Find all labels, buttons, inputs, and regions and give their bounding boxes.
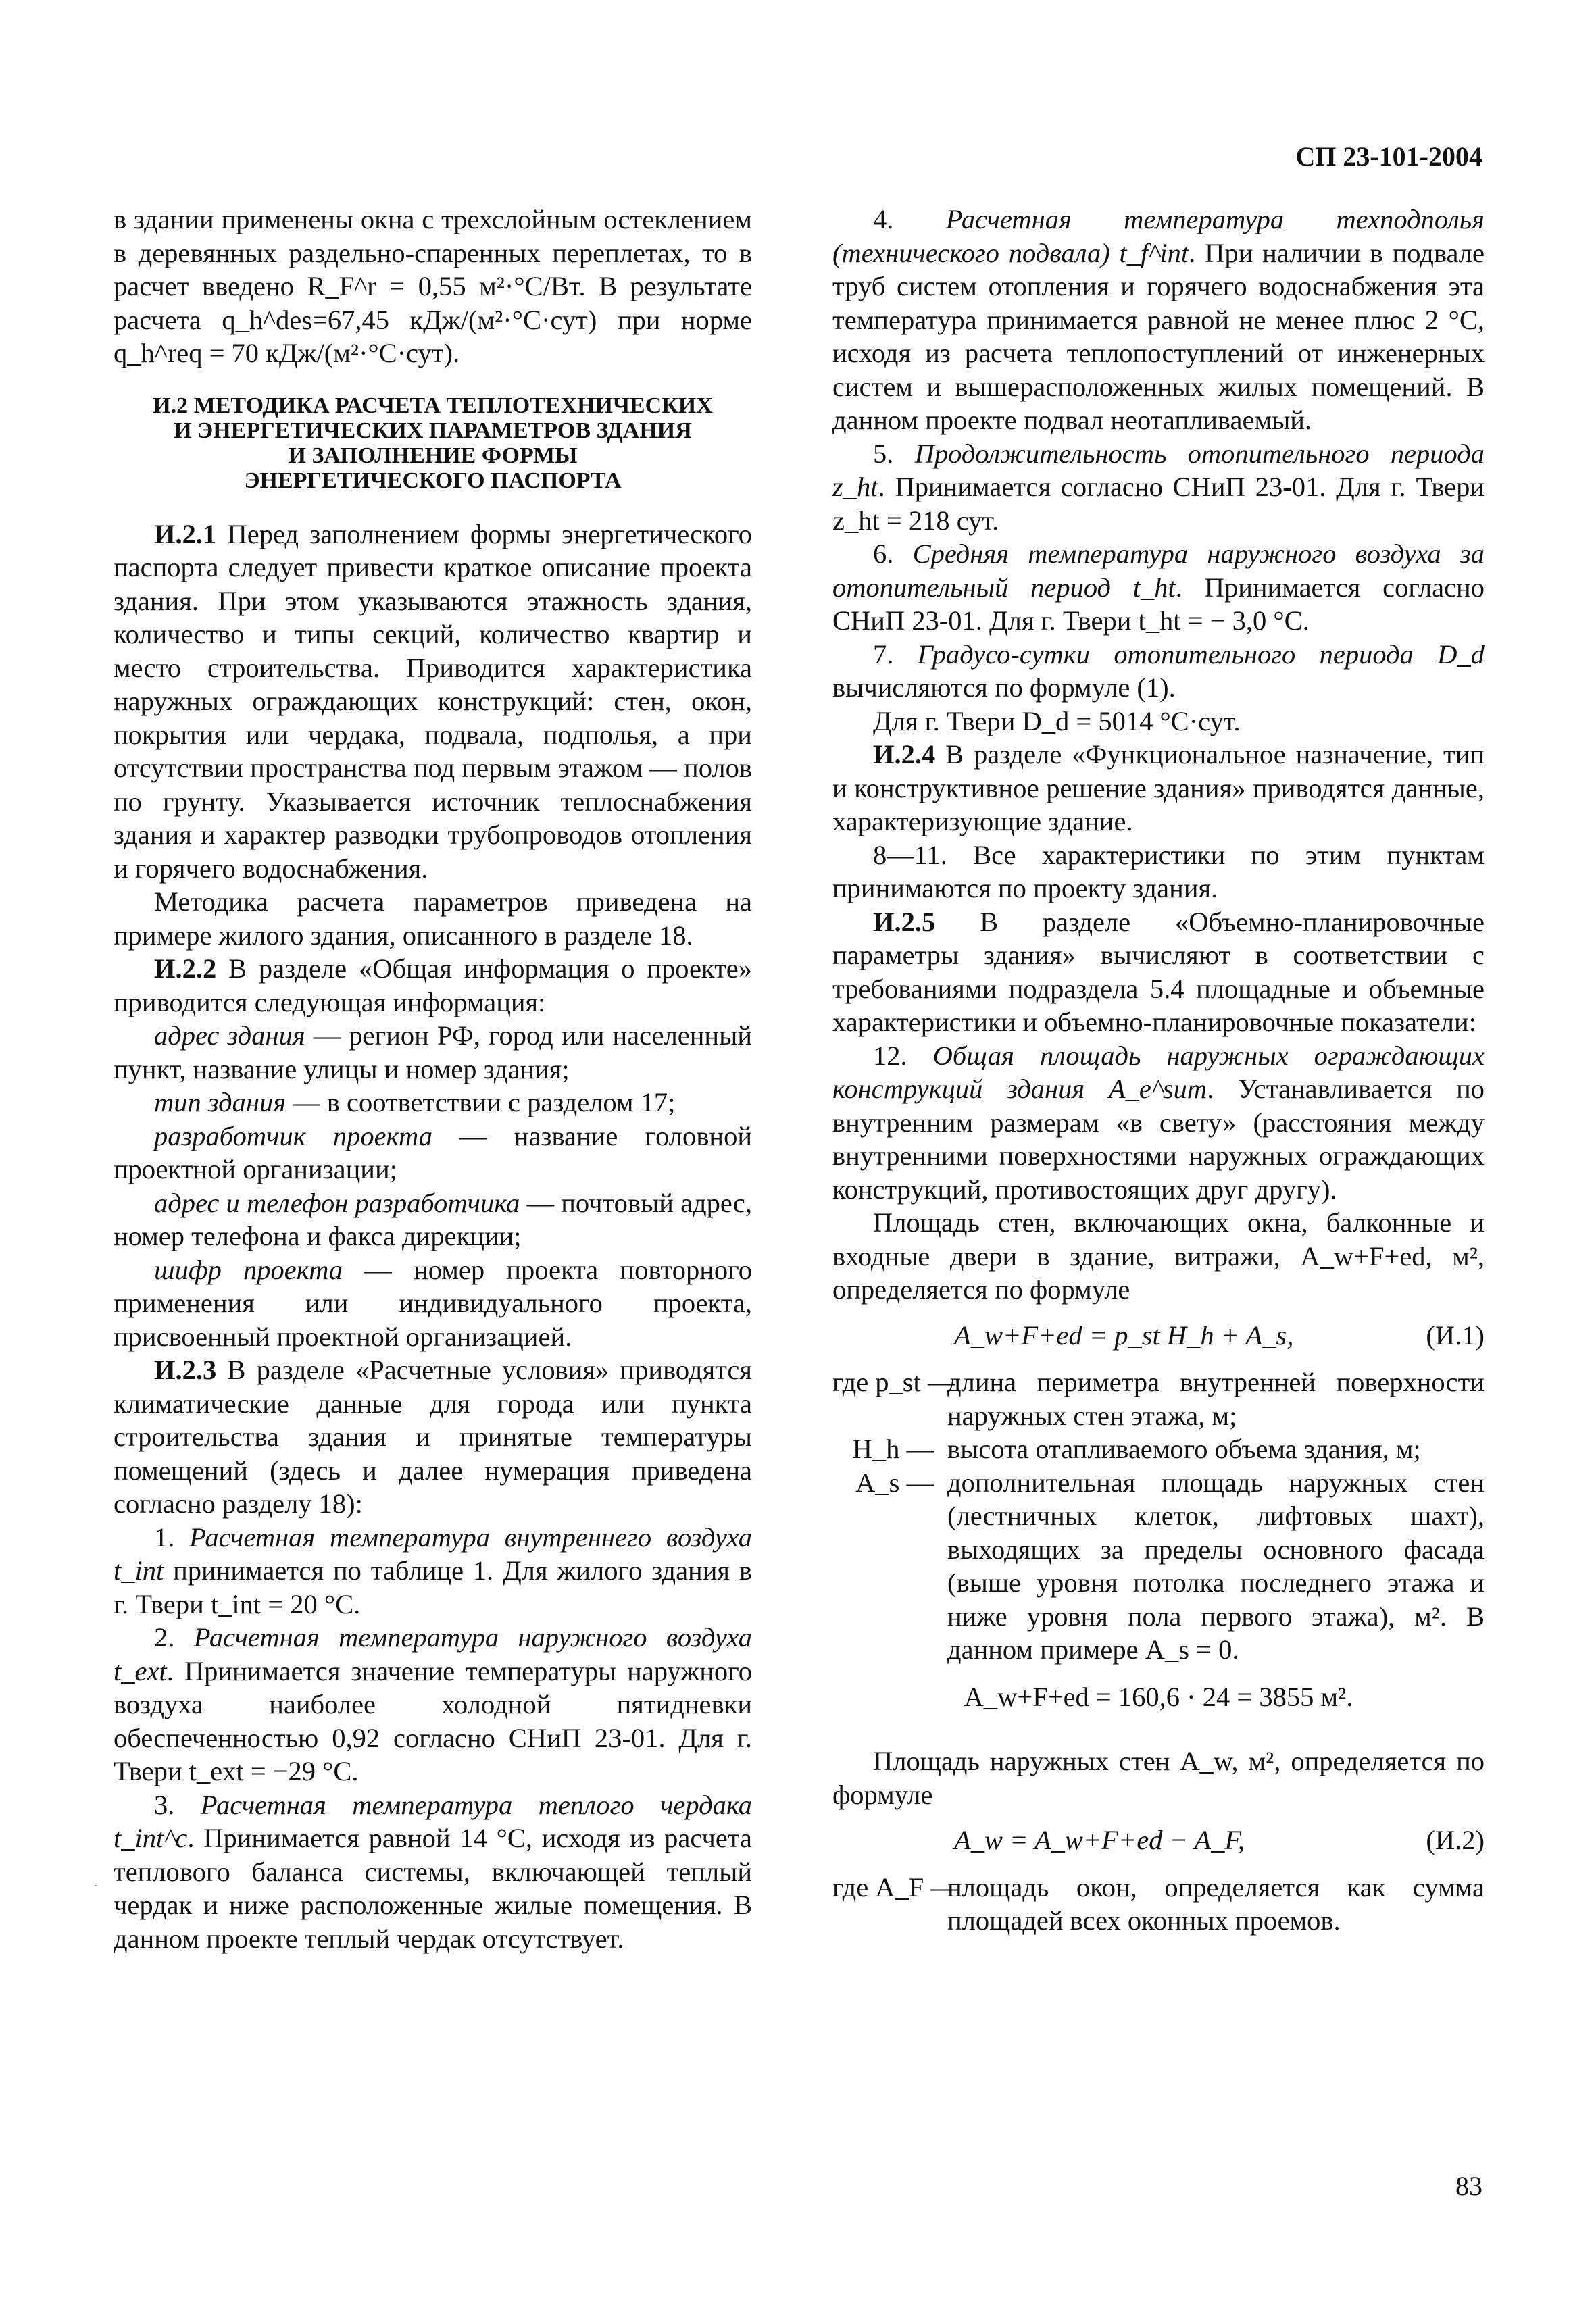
item-3: 3. Расчетная температура теплого чердака t_int^c. Принимается равной 14 °С, исходя из расчета теплового баланса системы, включающей теплый чердак и ниже расположенные жилые помещения. В данном проекте теплый чердак отсутствует.	[114, 1789, 753, 1954]
formula-i2	[832, 1823, 1485, 1857]
where-description: длина периметра внутренней поверхности наружных стен этажа, м;	[947, 1367, 1485, 1431]
item-type: тип здания — в соответствии с разделом 17;	[154, 1087, 676, 1117]
item-7-value: Для г. Твери D_d = 5014 °С·сут.	[873, 705, 1241, 736]
where-description: высота отапливаемого объема здания, м;	[947, 1434, 1421, 1464]
item-1: 1. Расчетная температура внутреннего воздуха t_int принимается по таблице 1. Для жилого здания в г. Твери t_int = 20 °С.	[114, 1521, 753, 1619]
item-address: адрес здания — регион РФ, город или населенный пункт, название улицы и номер здания;	[114, 1020, 752, 1084]
where-symbol: где p_st —	[832, 1367, 955, 1397]
item-project-code: шифр проекта — номер проекта повторного применения или индивидуального проекта, присвоенный проектной организацией.	[114, 1254, 752, 1352]
where-list-2	[832, 1871, 1485, 1938]
paragraph-8-11: 8—11. Все характеристики по этим пунктам принимаются по проекту здания.	[832, 839, 1485, 903]
item-2: 2. Расчетная температура наружного воздуха t_ext. Принимается значение температуры наружного воздуха наиболее холодной пятидневки обеспеченностью 0,92 согласно СНиП 23-01. Для г. Твери t_ext = −29 °С.	[114, 1622, 752, 1786]
page-number: 83	[1455, 2171, 1482, 2201]
intro-paragraph: в здании применены окна с трехслойным остеклением в деревянных раздельно-спаренных переплетах, то в расчет введено R_F^r = 0,55 м²·°С/Вт. В результате расчета q_h^des=67,45 кДж/(м²·°С·сут) при норме q_h^req = 70 кДж/(м²·°С·сут).	[114, 204, 752, 368]
item-12: 12. Общая площадь наружных ограждающих конструкций здания A_e^sum. Устанавливается по внутренним размерам «в свету» (расстояния между внутренними поверхностями наружных ограждающих конструкций, противостоящих друг другу).	[832, 1040, 1485, 1205]
formula-i1	[832, 1319, 1485, 1353]
item-developer: разработчик проекта — название головной проектной организации;	[114, 1120, 752, 1184]
paragraph-walls: Площадь стен, включающих окна, балконные и входные двери в здание, витражи, A_w+F+ed, м², определяется по формуле	[832, 1207, 1485, 1305]
where-description: площадь окон, определяется как сумма площадей всех оконных проемов.	[947, 1871, 1485, 1936]
calculation-result: A_w+F+ed = 160,6 · 24 = 3855 м².	[964, 1681, 1353, 1712]
left-column	[114, 203, 752, 1955]
paragraph-i24: И.2.4 В разделе «Функциональное назначение, тип и конструктивное решение здания» приводятся данные, характеризующие здание.	[832, 739, 1485, 836]
formula-i1-number: (И.1)	[1426, 1319, 1485, 1351]
item-4: 4. Расчетная температура техподполья (технического подвала) t_f^int. При наличии в подвале труб систем отопления и горячего водоснабжения эта температура принимается равной не менее плюс 2 °С, исходя из расчета теплопоступлений от инженерных систем и вышерасположенных жилых помещений. В данном проекте подвал неотапливаемый.	[832, 204, 1485, 435]
where-description: дополнительная площадь наружных стен (лестничных клеток, лифтовых шахт), выходящих за пределы основного фасада (выше уровня потолка последнего этажа и ниже уровня пола первого этажа), м². В данном примере A_s = 0.	[947, 1467, 1485, 1665]
right-column	[832, 203, 1485, 1938]
scan-mark	[95, 1885, 97, 1886]
document-code: СП 23-101-2004	[1295, 141, 1482, 172]
formula-i2-number: (И.2)	[1426, 1825, 1485, 1855]
formula-i1-expression: A_w+F+ed = p_st H_h + A_s,	[954, 1319, 1294, 1351]
section-title: И.2 МЕТОДИКА РАСЧЕТА ТЕПЛОТЕХНИЧЕСКИХ И ЭНЕРГЕТИЧЕСКИХ ПАРАМЕТРОВ ЗДАНИЯ И ЗАПОЛНЕНИЕ ФОРМЫ ЭНЕРГЕТИЧЕСКОГО ПАСПОРТА	[153, 393, 713, 493]
where-symbol: где A_F —	[832, 1871, 958, 1903]
paragraph-i22: И.2.2 В разделе «Общая информация о проекте» приводится следующая информация:	[114, 953, 752, 1017]
where-symbol: H_h —	[852, 1434, 934, 1464]
paragraph-outer-walls: Площадь наружных стен A_w, м², определяется по формуле	[832, 1746, 1485, 1810]
item-7: 7. Градусо-сутки отопительного периода D_d вычисляются по формуле (1).	[832, 638, 1485, 703]
where-list-1	[832, 1365, 1485, 1667]
where-symbol: A_s —	[855, 1467, 934, 1498]
item-6: 6. Средняя температура наружного воздуха за отопительный период t_ht. Принимается согласно СНиП 23-01. Для г. Твери t_ht = − 3,0 °С.	[832, 538, 1485, 636]
paragraph-i25: И.2.5 В разделе «Объемно-планировочные параметры здания» вычисляют в соответствии с требованиями подраздела 5.4 площадные и объемные характеристики и объемно-планировочные показатели:	[832, 906, 1485, 1037]
paragraph-i23: И.2.3 В разделе «Расчетные условия» приводятся климатические данные для города или пункта строительства здания и принятые температуры помещений (здесь и далее нумерация приведена согласно разделу 18):	[114, 1355, 752, 1519]
paragraph-method: Методика расчета параметров приведена на примере жилого здания, описанного в разделе 18.	[114, 886, 752, 951]
formula-i2-expression: A_w = A_w+F+ed − A_F,	[954, 1825, 1245, 1855]
paragraph-i21: И.2.1 Перед заполнением формы энергетического паспорта следует привести краткое описание проекта здания. При этом указываются этажность здания, количество и типы секций, количество квартир и место строительства. Приводится характеристика наружных ограждающих конструкций: стен, окон, покрытия или чердака, подвала, подполья, а при отсутствии пространства под первым этажом — полов по грунту. Указывается источник теплоснабжения здания и характер разводки трубопроводов отопления и горячего водоснабжения.	[114, 518, 752, 884]
item-contact: адрес и телефон разработчика — почтовый адрес, номер телефона и факса дирекции;	[114, 1187, 752, 1251]
item-5: 5. Продолжительность отопительного периода z_ht. Принимается согласно СНиП 23-01. Для г. Твери z_ht = 218 сут.	[832, 438, 1485, 536]
